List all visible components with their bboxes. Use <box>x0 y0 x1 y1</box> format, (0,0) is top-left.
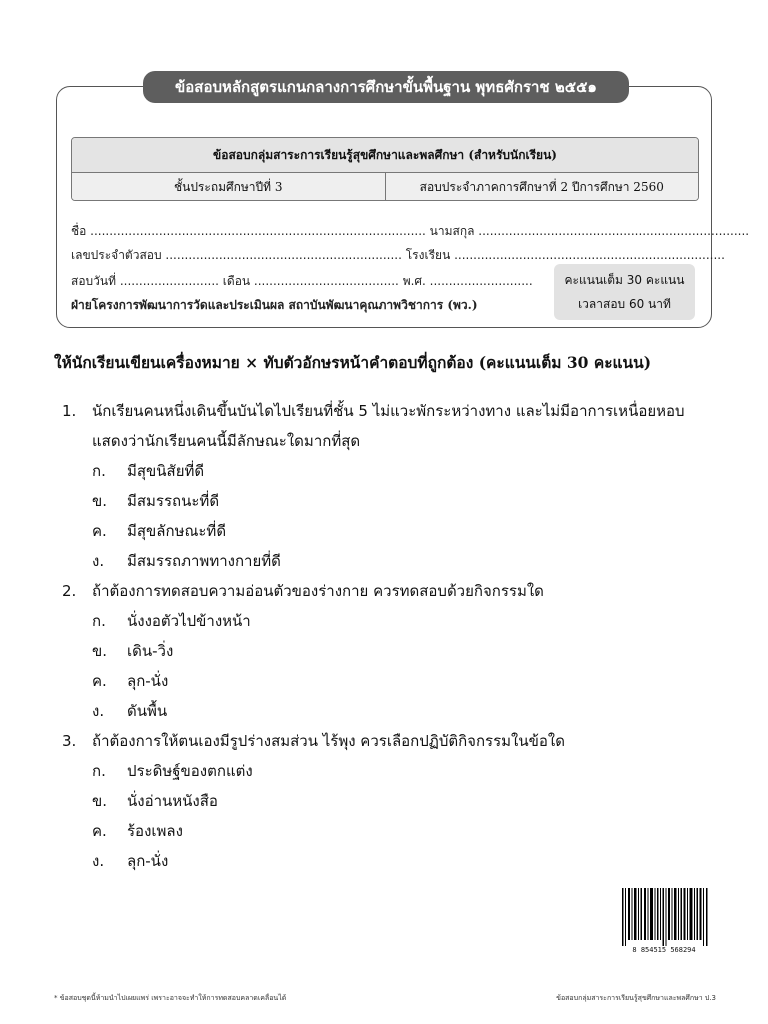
exam-title: ข้อสอบหลักสูตรแกนกลางการศึกษาขั้นพื้นฐาน พุทธศักราช ๒๕๕๑ <box>143 71 629 103</box>
score-box <box>554 264 695 320</box>
info-table <box>71 137 699 201</box>
question-1 <box>62 396 752 426</box>
full-score: คะแนนเต็ม 30 คะแนน <box>564 273 685 287</box>
question-list <box>62 396 752 876</box>
choice-option[interactable]: ง. ดันพื้น <box>92 702 168 720</box>
choice-option[interactable]: ค. ร้องเพลง <box>92 822 183 840</box>
footer-subject: ข้อสอบกลุ่มสาระการเรียนรู้สุขศึกษาและพลศึกษา ป.3 <box>556 994 716 1002</box>
name-field: ชื่อ ........................................................................................ นามสกุล ....................................................................... <box>71 224 750 238</box>
question-2 <box>62 576 752 606</box>
term-cell: สอบประจำภาคการศึกษาที่ 2 ปีการศึกษา 2560 <box>385 173 699 201</box>
instruction: ให้นักเรียนเขียนเครื่องหมาย × ทับตัวอักษรหน้าคำตอบที่ถูกต้อง (คะแนนเต็ม 30 คะแนน) <box>54 353 652 372</box>
question-text: นักเรียนคนหนึ่งเดินขึ้นบันไดไปเรียนที่ชั้น 5 ไม่แวะพักระหว่างทาง และไม่มีอาการเหนื่อยหอบ <box>92 402 685 420</box>
question-text: ถ้าต้องการให้ตนเองมีรูปร่างสมส่วน ไร้พุง ควรเลือกปฏิบัติกิจกรรมในข้อใด <box>92 732 565 750</box>
date-field: สอบวันที่ .......................... เดือน ...................................... พ.ศ. ........................... <box>71 274 533 288</box>
choice-option[interactable]: ข. เดิน-วิ่ง <box>92 642 174 660</box>
exam-id-field: เลขประจำตัวสอบ .............................................................. โรงเรียน ....................................................................... <box>71 248 725 262</box>
grade-cell: ชั้นประถมศึกษาปีที่ 3 <box>173 180 283 194</box>
subject-line: ข้อสอบกลุ่มสาระการเรียนรู้สุขศึกษาและพลศึกษา (สำหรับนักเรียน) <box>72 138 698 173</box>
question-text-continued: แสดงว่านักเรียนคนนี้มีลักษณะใดมากที่สุด <box>92 432 361 450</box>
choice-option[interactable]: ค. ลุก-นั่ง <box>92 672 169 690</box>
barcode-number: 8 854515 568294 <box>632 946 696 954</box>
choice-option[interactable]: ง. มีสมรรถภาพทางกายที่ดี <box>92 552 281 570</box>
choice-option[interactable]: ข. นั่งอ่านหนังสือ <box>92 792 218 810</box>
question-number: 2. <box>62 582 77 600</box>
question-number: 1. <box>62 402 77 420</box>
choice-option[interactable]: ก. นั่งงอตัวไปข้างหน้า <box>92 612 251 630</box>
agency-name: ฝ่ายโครงการพัฒนาการวัดและประเมินผล สถาบันพัฒนาคุณภาพวิชาการ (พว.) <box>71 298 478 312</box>
question-number: 3. <box>62 732 77 750</box>
choice-option[interactable]: ข. มีสมรรถนะที่ดี <box>92 492 220 510</box>
choice-option[interactable]: ค. มีสุขลักษณะที่ดี <box>92 522 227 540</box>
question-text: ถ้าต้องการทดสอบความอ่อนตัวของร่างกาย ควรทดสอบด้วยกิจกรรมใด <box>92 582 544 600</box>
question-3 <box>62 726 752 756</box>
exam-time: เวลาสอบ 60 นาที <box>578 297 671 311</box>
choice-option[interactable]: ก. ประดิษฐ์ของตกแต่ง <box>92 762 253 780</box>
footer-note: * ข้อสอบชุดนี้ห้ามนำไปเผยแพร่ เพราะอาจจะทำให้การทดสอบคลาดเคลื่อนได้ <box>54 994 287 1002</box>
choice-option[interactable]: ง. ลุก-นั่ง <box>92 852 169 870</box>
barcode <box>622 888 708 946</box>
choice-option[interactable]: ก. มีสุขนิสัยที่ดี <box>92 462 205 480</box>
